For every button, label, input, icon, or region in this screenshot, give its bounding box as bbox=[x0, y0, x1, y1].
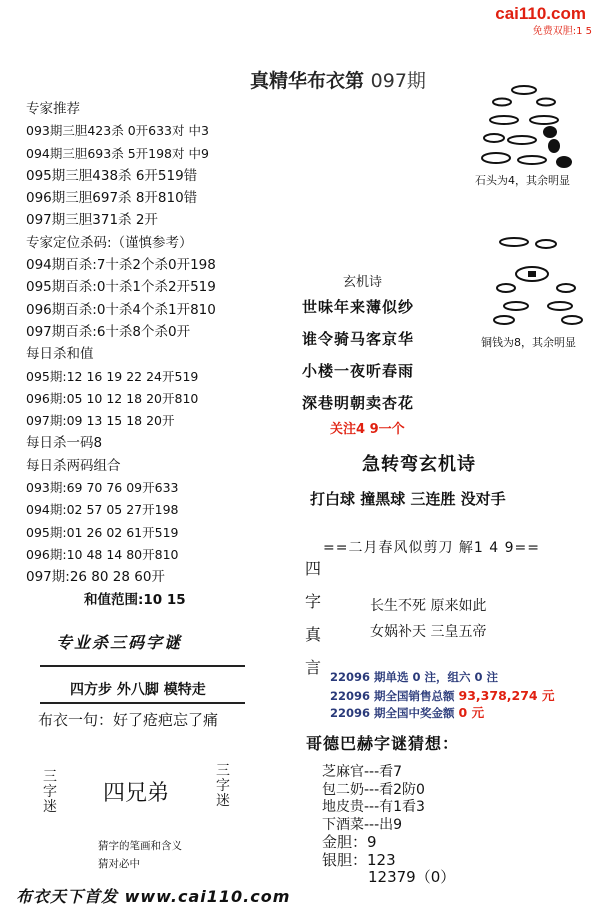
left-line: 093期三胆423杀 0开633对 中3 bbox=[26, 123, 209, 139]
footer-site: 布衣天下首发 www.cai110.com bbox=[16, 887, 291, 906]
coin-figure bbox=[486, 234, 590, 326]
left-line: 097期三胆371杀 2开 bbox=[26, 212, 158, 229]
goldbach-item: 芝麻官---看7 bbox=[322, 764, 403, 780]
four-char-4: 言 bbox=[304, 658, 321, 677]
title-issue: 097期 bbox=[370, 70, 426, 92]
page-title bbox=[250, 66, 426, 93]
stat-selection: 22096 期单选 0 注，组六 0 注 bbox=[330, 670, 499, 684]
left-line: 096期:10 48 14 80开810 bbox=[26, 546, 179, 562]
left-line: 096期百杀:0十杀4个杀1开810 bbox=[26, 301, 216, 318]
brand-tagline: 免费双胆:1 5 bbox=[532, 26, 592, 37]
poem-line-2: 谁令骑马客京华 bbox=[302, 330, 415, 348]
four-char-2: 字 bbox=[304, 592, 321, 611]
divider-top bbox=[40, 665, 245, 667]
stat-prize-amount: 0 元 bbox=[458, 705, 485, 720]
goldbach-item: 地皮贵---有1看3 bbox=[322, 799, 425, 815]
one-line-saying: 布衣一句：好了疮疤忘了痛 bbox=[38, 711, 219, 729]
four-phrase-b: 女娲补天 三皇五帝 bbox=[370, 624, 487, 640]
goldbach-item: 银胆：123 bbox=[322, 850, 396, 869]
stone-figure bbox=[478, 82, 590, 170]
left-line: 和值范围:10 15 bbox=[84, 591, 186, 608]
stat-prize bbox=[330, 703, 484, 721]
left-line: 096期:05 10 12 18 20开810 bbox=[26, 390, 199, 406]
brand-site: cai110.com bbox=[495, 4, 586, 23]
four-phrase-a: 长生不死 原来如此 bbox=[370, 598, 487, 614]
riddle-clue: 打白球 撞黑球 三连胜 没对手 bbox=[310, 490, 506, 508]
goldbach-item: 下酒菜---出9 bbox=[322, 816, 403, 833]
four-char-3: 真 bbox=[304, 625, 321, 644]
left-line: 093期:69 70 76 09开633 bbox=[26, 480, 179, 496]
stat-sales-label: 22096 期全国销售总额 bbox=[330, 689, 455, 703]
goldbach-item: 12379（0） bbox=[368, 868, 456, 886]
left-line: 095期三胆438杀 6开519错 bbox=[26, 167, 198, 184]
stat-prize-label: 22096 期全国中奖金额 bbox=[330, 706, 455, 720]
left-line: 097期:26 80 28 60开 bbox=[26, 569, 165, 586]
left-line: 096期三胆697杀 8开810错 bbox=[26, 190, 198, 207]
left-line: 095期:12 16 19 22 24开519 bbox=[26, 368, 199, 384]
pro-title: 专业杀三码字谜 bbox=[56, 633, 183, 652]
left-line: 专家推荐 bbox=[26, 101, 80, 117]
left-lines bbox=[26, 98, 316, 611]
poem-title: 玄机诗 bbox=[343, 275, 383, 290]
left-line: 094期百杀:7十杀2个杀0开198 bbox=[26, 257, 216, 274]
stone-caption: 石头为4，其余明显 bbox=[475, 174, 570, 187]
left-line: 097期:09 13 15 18 20开 bbox=[26, 413, 175, 429]
left-line: 097期百杀:6十杀8个杀0开 bbox=[26, 323, 191, 340]
four-char-1: 四 bbox=[304, 559, 321, 578]
poem-line-4: 深巷明朝卖杏花 bbox=[302, 394, 415, 412]
left-line: 095期:01 26 02 61开519 bbox=[26, 524, 179, 540]
riddle-answer: 四兄弟 bbox=[103, 781, 170, 806]
divider-bottom bbox=[40, 702, 245, 704]
goldbach-item: 包二奶---看2防0 bbox=[322, 781, 425, 798]
riddle-label-right: 三字迷 bbox=[216, 763, 230, 809]
guess-hint: 猜字的笔画和含义 bbox=[98, 840, 182, 852]
left-line: 095期百杀:0十杀1个杀2开519 bbox=[26, 279, 216, 296]
focus-note: 关注4 9一个 bbox=[330, 422, 405, 437]
left-line: 094期:02 57 05 27开198 bbox=[26, 502, 179, 518]
riddle-label-left: 三字迷 bbox=[43, 769, 57, 815]
poem-line-3: 小楼一夜听春雨 bbox=[302, 362, 415, 380]
left-line: 专家定位杀码:（谨慎参考） bbox=[26, 234, 193, 251]
goldbach-item: 金胆：9 bbox=[322, 833, 377, 851]
left-line: 每日杀和值 bbox=[26, 346, 94, 363]
stat-sales-amount: 93,378,274 元 bbox=[458, 688, 555, 703]
title-main: 真精华布衣第 bbox=[250, 70, 365, 92]
goldbach-list bbox=[322, 764, 455, 887]
left-line: 094期三胆693杀 5开198对 中9 bbox=[26, 145, 209, 161]
guess-note: 猜对必中 bbox=[98, 858, 140, 870]
poem-line-1: 世味年来薄似纱 bbox=[302, 298, 415, 316]
spring-line: ==二月春风似剪刀 解1 4 9== bbox=[323, 540, 540, 556]
stat-sales bbox=[330, 686, 554, 704]
coin-caption: 铜钱为8，其余明显 bbox=[481, 336, 576, 349]
walk-text: 四方步 外八脚 模特走 bbox=[70, 682, 206, 698]
riddle-poem-title: 急转弯玄机诗 bbox=[362, 454, 476, 475]
left-line: 每日杀一码8 bbox=[26, 435, 103, 452]
left-line: 每日杀两码组合 bbox=[26, 457, 121, 474]
goldbach-title: 哥德巴赫字谜猜想： bbox=[306, 734, 460, 753]
